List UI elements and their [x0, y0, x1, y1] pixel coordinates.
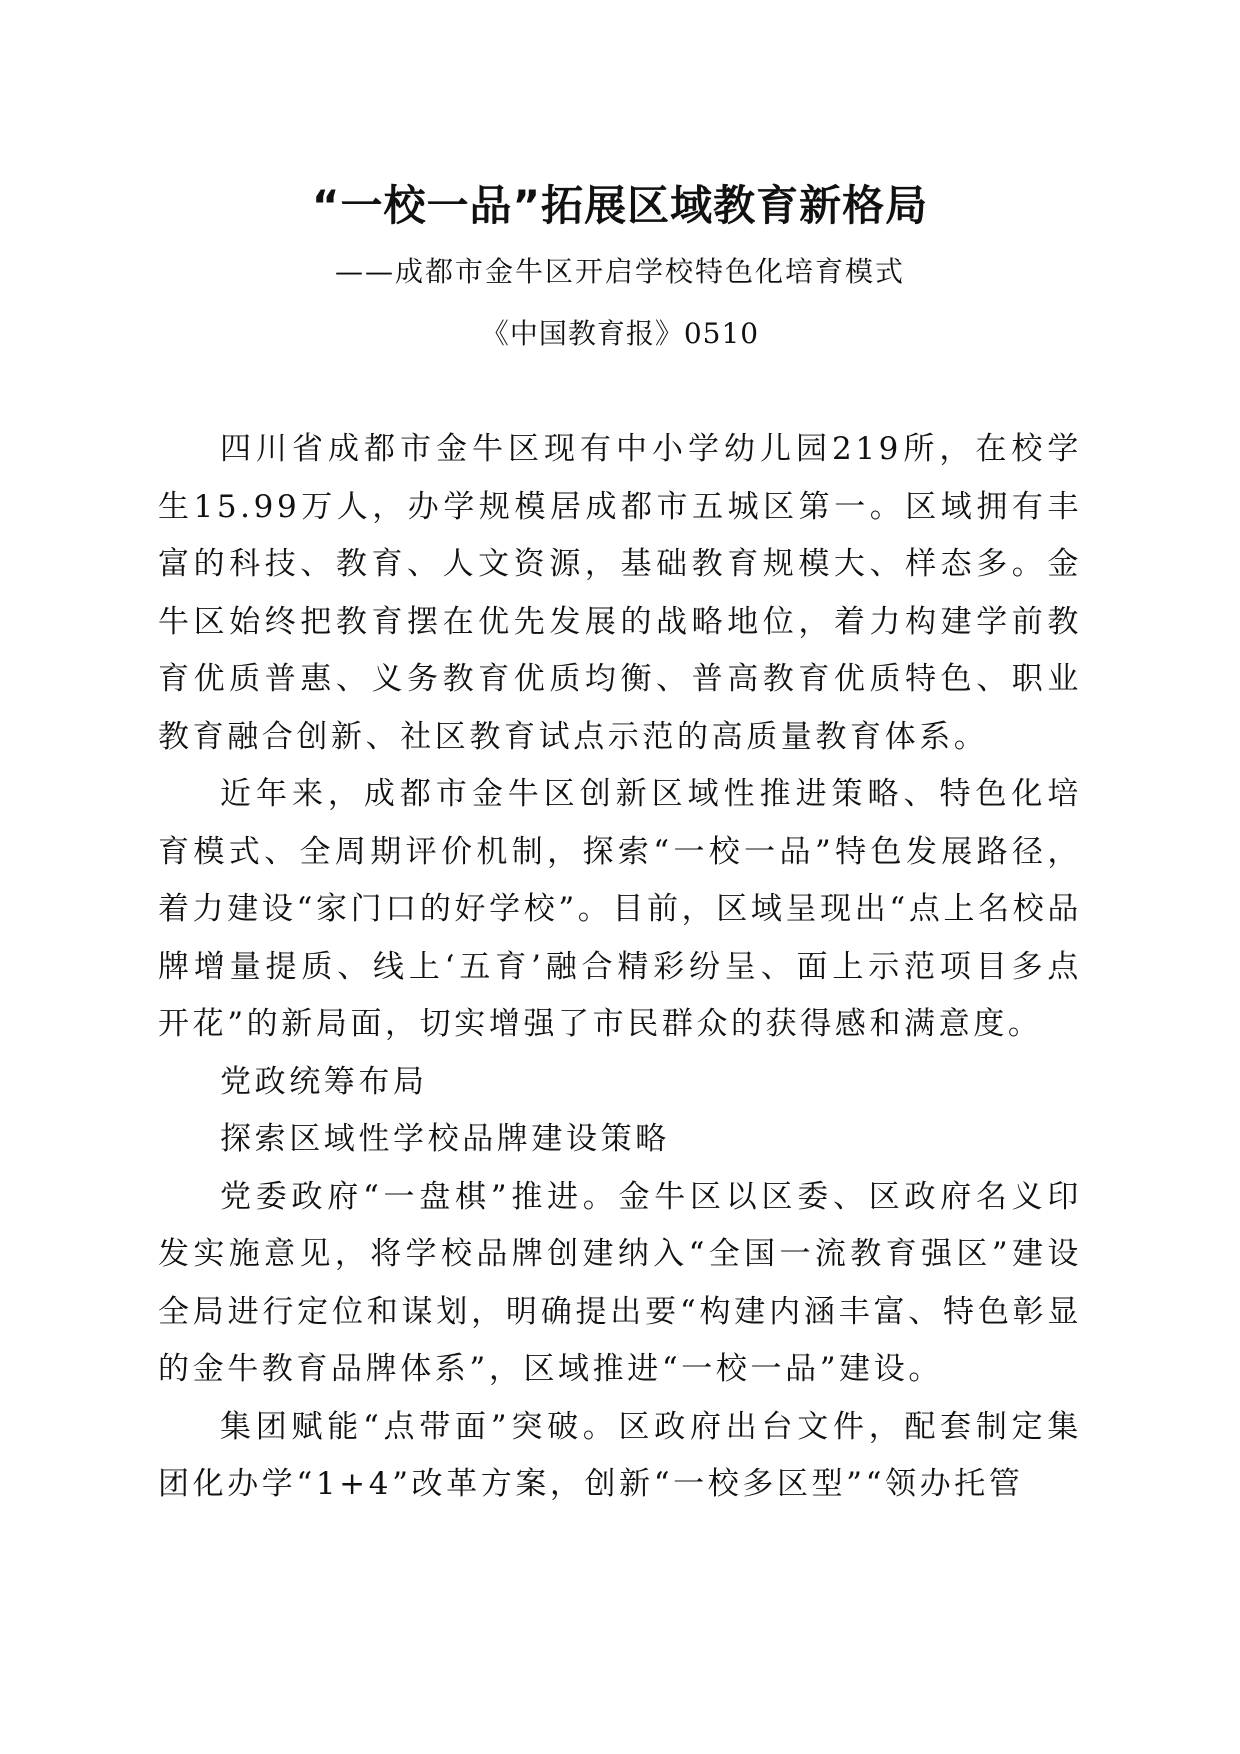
article-body	[158, 421, 1082, 1514]
article-source: 《中国教育报》0510	[480, 317, 760, 350]
paragraph: 党委政府“一盘棋”推进。金牛区以区委、区政府名义印发实施意见，将学校品牌创建纳入“全国一流教育强区”建设全局进行定位和谋划，明确提出要“构建内涵丰富、特色彰显的金牛教育品牌体系”，区域推进“一校一品”建设。	[158, 1178, 1082, 1387]
article-title: “一校一品”拓展区域教育新格局	[311, 181, 929, 230]
section-heading: 党政统筹布局	[220, 1063, 428, 1100]
section-subheading: 探索区域性学校品牌建设策略	[220, 1121, 670, 1157]
paragraph: 近年来，成都市金牛区创新区域性推进策略、特色化培育模式、全周期评价机制，探索“一校一品”特色发展路径，着力建设“家门口的好学校”。目前，区域呈现出“点上名校品牌增量提质、线上‘五育’融合精彩纷呈、面上示范项目多点开花”的新局面，切实增强了市民群众的获得感和满意度。	[158, 776, 1082, 1042]
paragraph: 四川省成都市金牛区现有中小学幼儿园219所，在校学生15.99万人，办学规模居成都市五城区第一。区域拥有丰富的科技、教育、人文资源，基础教育规模大、样态多。金牛区始终把教育摆在优先发展的战略地位，着力构建学前教育优质普惠、义务教育优质均衡、普高教育优质特色、职业教育融合创新、社区教育试点示范的高质量教育体系。	[158, 431, 1082, 755]
paragraph: 集团赋能“点带面”突破。区政府出台文件，配套制定集团化办学“1+4”改革方案，创新“一校多区型”“领办托管	[158, 1408, 1082, 1502]
article-subtitle: ——成都市金牛区开启学校特色化培育模式	[334, 255, 905, 288]
